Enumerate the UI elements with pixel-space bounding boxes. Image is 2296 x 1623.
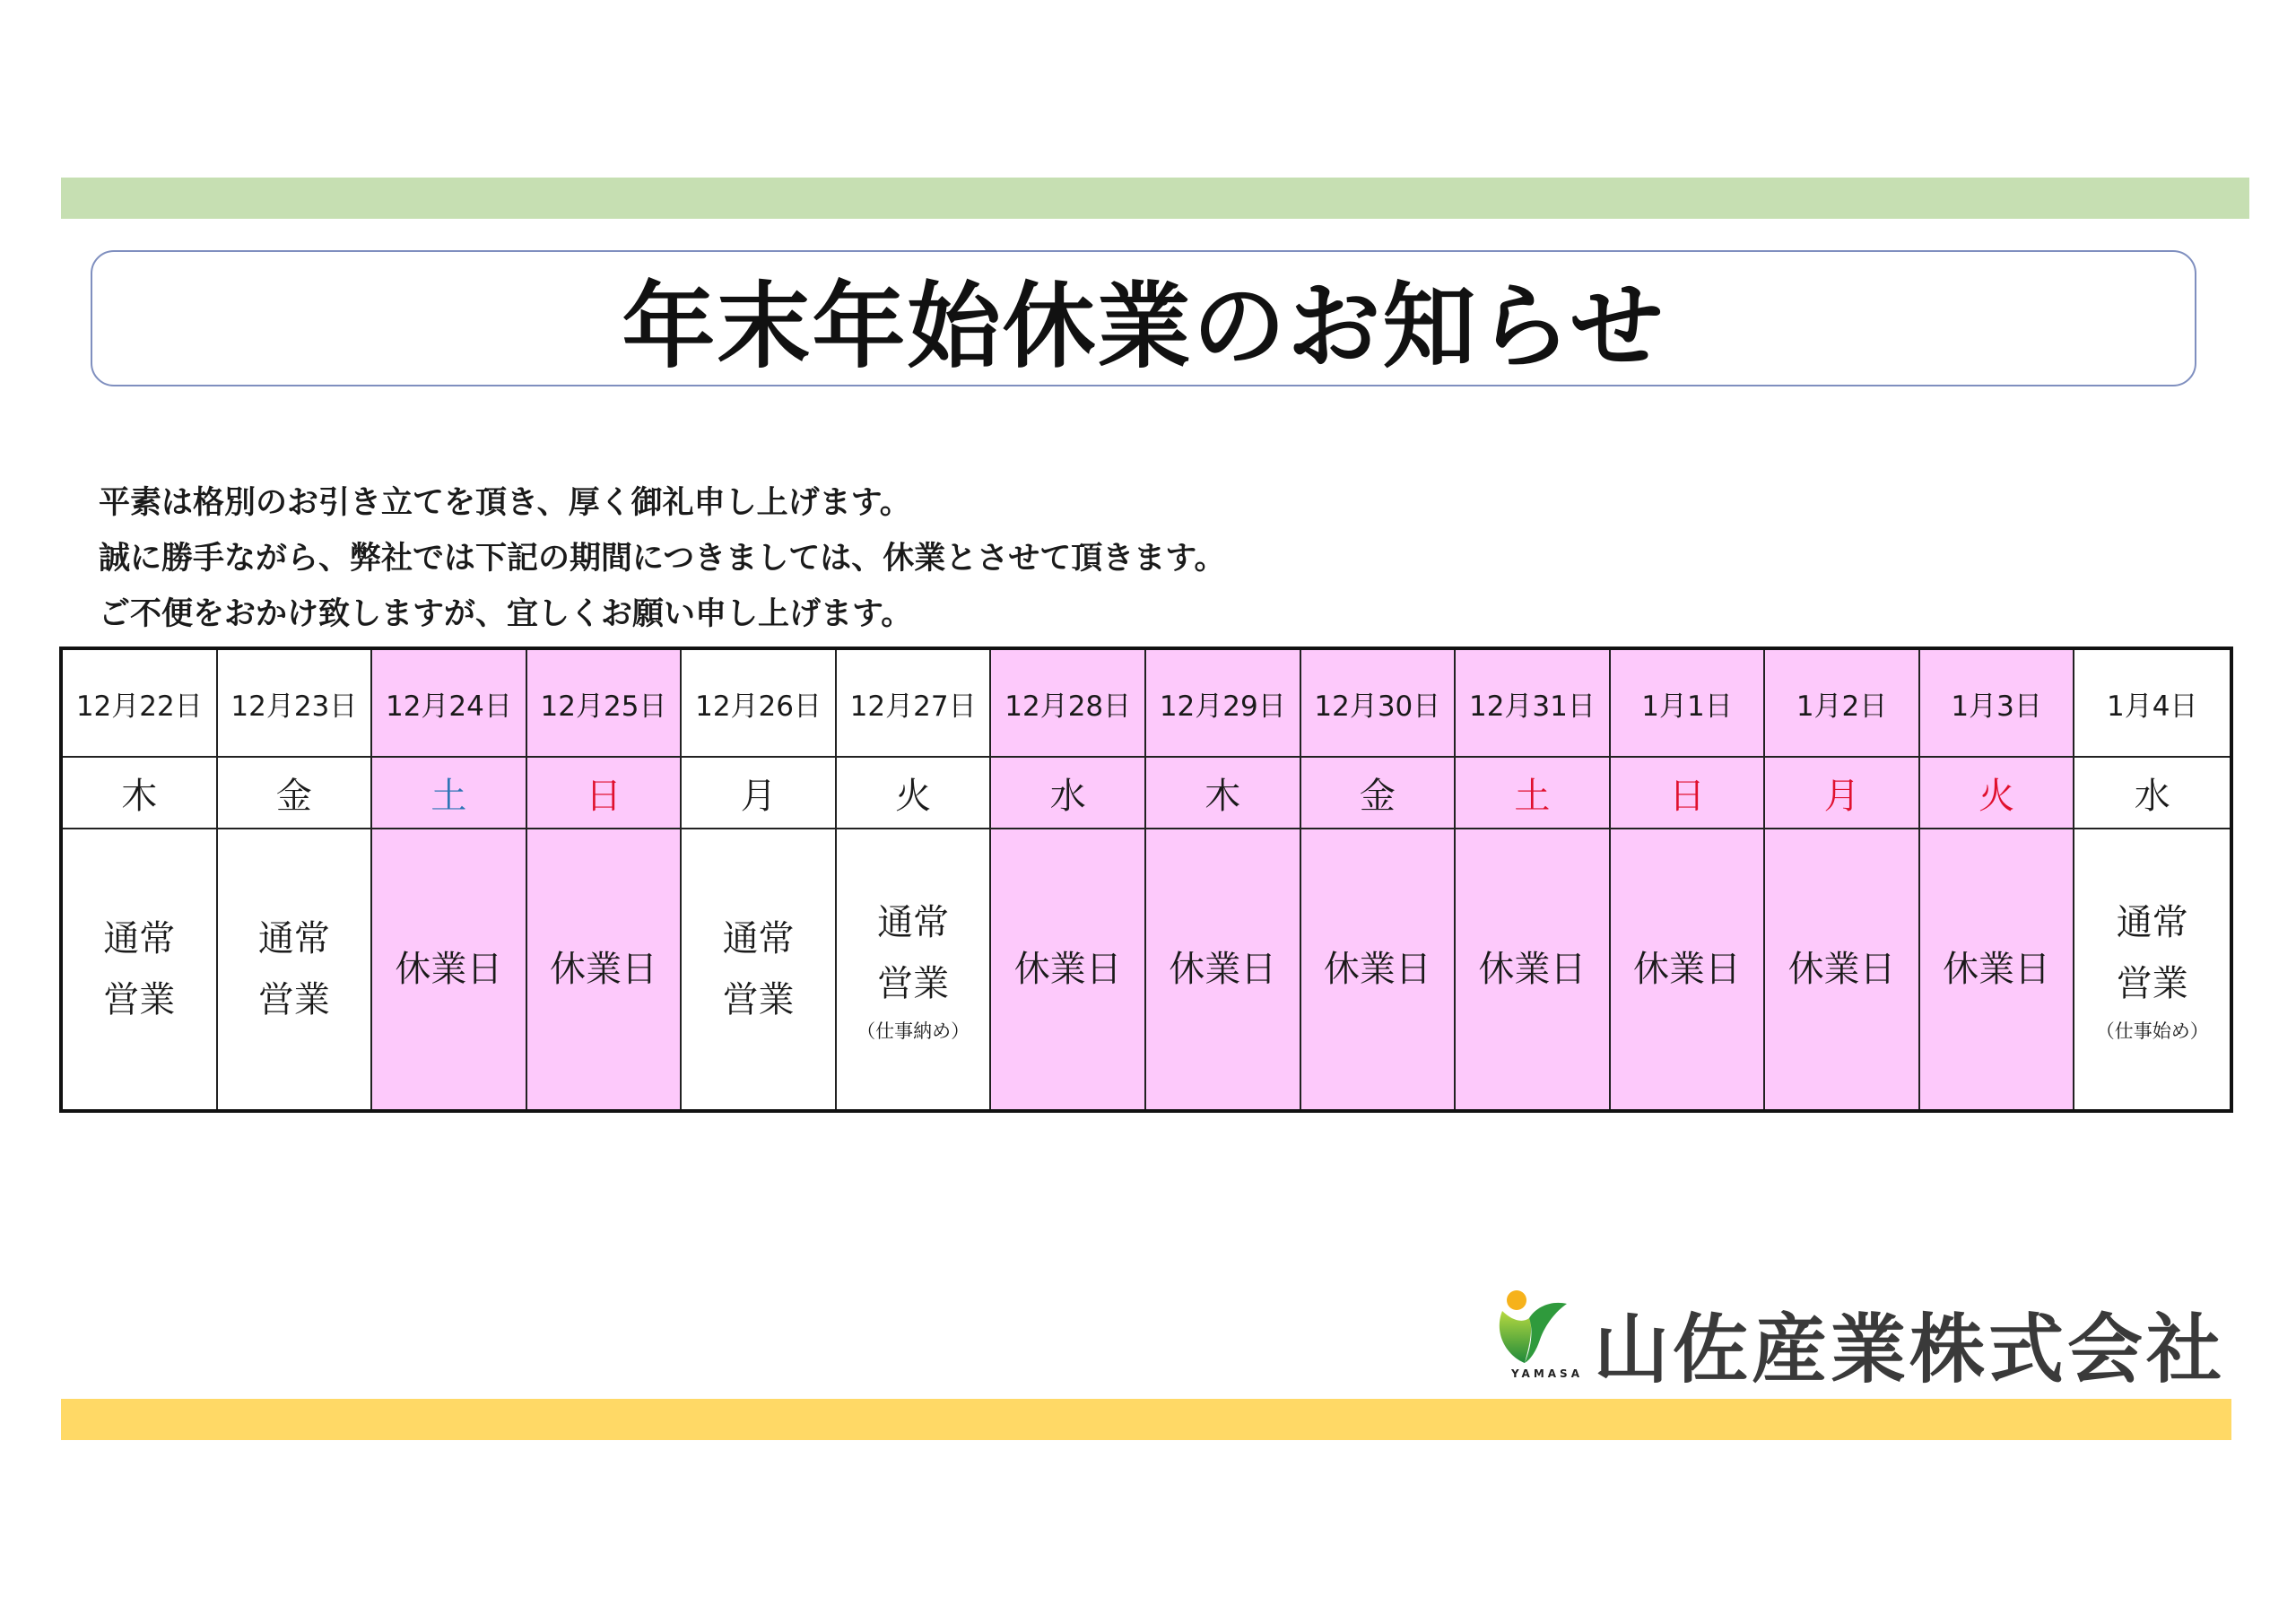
date-cell: 12月27日 xyxy=(837,650,992,758)
weekday-cell: 土 xyxy=(1456,758,1611,829)
date-cell: 12月24日 xyxy=(372,650,527,758)
intro-text xyxy=(99,475,2161,642)
date-cell: 12月30日 xyxy=(1301,650,1457,758)
status-cell-closed xyxy=(1920,829,2075,1109)
status-note: （仕事納め） xyxy=(857,1020,970,1042)
status-cell-open xyxy=(63,829,218,1109)
status-cell-closed xyxy=(527,829,683,1109)
status-text: 営業 xyxy=(722,979,795,1020)
status-text: 営業 xyxy=(2116,963,2188,1004)
status-cell-open xyxy=(218,829,373,1109)
status-cell-open xyxy=(682,829,837,1109)
weekday-cell: 日 xyxy=(1611,758,1766,829)
status-text: 休業日 xyxy=(1632,949,1741,990)
weekday-cell: 日 xyxy=(527,758,683,829)
date-cell: 1月1日 xyxy=(1611,650,1766,758)
date-cell: 12月25日 xyxy=(527,650,683,758)
date-cell: 1月2日 xyxy=(1765,650,1920,758)
status-text: 休業日 xyxy=(1478,949,1587,990)
status-cell-closed xyxy=(1146,829,1301,1109)
weekday-cell: 火 xyxy=(837,758,992,829)
status-text: 営業 xyxy=(257,979,330,1020)
status-cell-open xyxy=(837,829,992,1109)
weekday-cell: 木 xyxy=(63,758,218,829)
status-text: 通常 xyxy=(257,918,330,959)
status-cell-closed xyxy=(991,829,1146,1109)
logo-subtext: YAMASA xyxy=(1511,1367,1583,1380)
status-text: 通常 xyxy=(103,918,176,959)
company-name: 山佐産業株式会社 xyxy=(1594,1306,2226,1393)
status-cell-closed xyxy=(1301,829,1457,1109)
title-box xyxy=(91,250,2196,386)
status-cell-closed xyxy=(1765,829,1920,1109)
company-logo xyxy=(1484,1284,2238,1393)
top-green-band xyxy=(61,178,2249,219)
bottom-yellow-band xyxy=(61,1399,2231,1440)
status-text: 通常 xyxy=(877,902,950,943)
status-text: 通常 xyxy=(2116,902,2188,943)
status-text: 休業日 xyxy=(395,949,503,990)
weekday-cell: 土 xyxy=(372,758,527,829)
intro-line-3: ご不便をおかけ致しますが、宜しくお願い申し上げます。 xyxy=(99,596,913,632)
date-cell: 12月23日 xyxy=(218,650,373,758)
status-text: 休業日 xyxy=(549,949,657,990)
date-cell: 1月3日 xyxy=(1920,650,2075,758)
page-title: 年末年始休業のお知らせ xyxy=(622,272,1665,381)
status-text: 営業 xyxy=(103,979,176,1020)
weekday-cell: 水 xyxy=(991,758,1146,829)
weekday-cell: 金 xyxy=(218,758,373,829)
date-cell: 12月28日 xyxy=(991,650,1146,758)
status-cell-open xyxy=(2074,829,2230,1109)
holiday-schedule-table xyxy=(59,647,2233,1113)
date-cell: 12月31日 xyxy=(1456,650,1611,758)
status-cell-closed xyxy=(1456,829,1611,1109)
date-cell: 12月26日 xyxy=(682,650,837,758)
weekday-cell: 月 xyxy=(1765,758,1920,829)
date-cell: 1月4日 xyxy=(2074,650,2230,758)
intro-line-1: 平素は格別のお引き立てを頂き、厚く御礼申し上げます。 xyxy=(99,485,911,521)
weekday-cell: 水 xyxy=(2074,758,2230,829)
status-text: 通常 xyxy=(722,918,795,959)
status-text: 休業日 xyxy=(1169,949,1277,990)
intro-line-2: 誠に勝手ながら、弊社では下記の期間につきましては、休業とさせて頂きます。 xyxy=(99,541,1226,577)
weekday-cell: 木 xyxy=(1146,758,1301,829)
status-text: 休業日 xyxy=(1323,949,1431,990)
status-text: 休業日 xyxy=(1787,949,1896,990)
weekday-cell: 金 xyxy=(1301,758,1457,829)
weekday-cell: 火 xyxy=(1920,758,2075,829)
status-text: 休業日 xyxy=(1943,949,2051,990)
status-cell-closed xyxy=(372,829,527,1109)
weekday-cell: 月 xyxy=(682,758,837,829)
status-text: 営業 xyxy=(877,963,950,1004)
date-cell: 12月29日 xyxy=(1146,650,1301,758)
status-text: 休業日 xyxy=(1013,949,1122,990)
status-cell-closed xyxy=(1611,829,1766,1109)
date-cell: 12月22日 xyxy=(63,650,218,758)
status-note: （仕事始め） xyxy=(2095,1020,2209,1042)
